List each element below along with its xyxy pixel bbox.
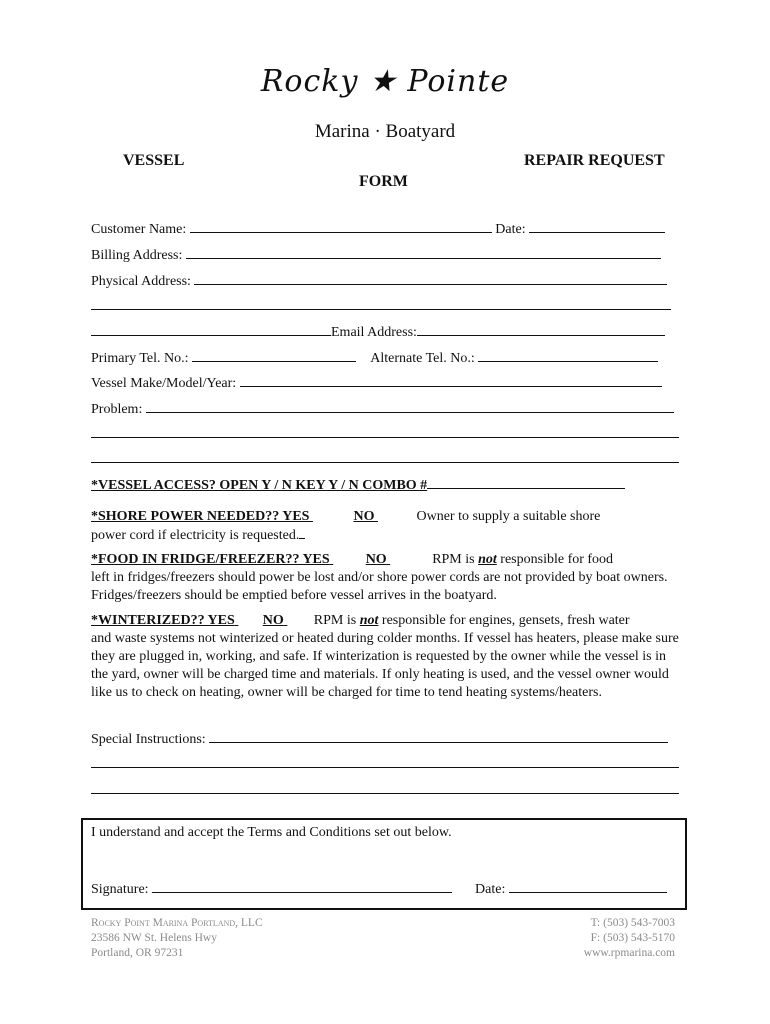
alternate-tel-field[interactable] <box>478 347 658 362</box>
footer-right <box>584 916 675 961</box>
phone-row <box>91 347 658 367</box>
shore-power-question: *SHORE POWER NEEDED?? YES <box>91 509 310 524</box>
winterized-note-before: RPM is <box>313 613 357 628</box>
billing-address-row <box>91 244 661 264</box>
food-note-rest: left in fridges/freezers should power be lost and/or shore power cords are not provided by boat owners. Fridges/freezers should be emptied before vessel arrives in the boatyard. <box>91 570 668 603</box>
billing-address-label: Billing Address: <box>91 248 183 263</box>
shore-power-yes-blank[interactable] <box>309 508 353 526</box>
problem-label: Problem: <box>91 402 143 417</box>
winterized-block <box>91 612 681 702</box>
title-bottom: FORM <box>359 173 408 190</box>
primary-tel-field[interactable] <box>192 347 356 362</box>
problem-line-3[interactable] <box>91 462 679 463</box>
problem-line-2[interactable] <box>91 437 679 438</box>
logo-subtitle: Marina · Boatyard <box>314 121 456 142</box>
date-field[interactable] <box>529 218 665 233</box>
title-left: VESSEL <box>123 152 185 169</box>
footer-phone: T: (503) 543-7003 <box>590 917 675 929</box>
combo-field[interactable] <box>427 474 625 489</box>
email-row <box>91 321 665 341</box>
email-field[interactable] <box>417 321 665 336</box>
customer-name-row <box>91 218 665 238</box>
shore-power-note-first: Owner to supply a suitable shore <box>416 509 601 524</box>
special-instructions-field[interactable] <box>209 728 668 743</box>
alternate-tel-label: Alternate Tel. No.: <box>370 351 475 366</box>
winterized-question: *WINTERIZED?? YES <box>91 613 235 628</box>
winterized-note-rest: and waste systems not winterized or heated during colder months. If vessel has heaters, please make sure they are plugged in, working, and safe. If winterization is requested by the owner while the vessel is in the yard, owner will be charged time and materials. If only heating is used, and the vessel owner would like us to check on heating, owner will be charged for time to tend heating systems/heaters. <box>91 631 679 700</box>
vessel-make-row <box>91 372 662 392</box>
winterized-no-blank[interactable] <box>284 612 314 630</box>
food-yes-blank[interactable] <box>330 551 366 569</box>
shore-power-no-blank[interactable] <box>374 508 416 526</box>
vessel-make-field[interactable] <box>240 372 662 387</box>
food-question: *FOOD IN FRIDGE/FREEZER?? YES <box>91 552 330 567</box>
shore-power-trailing-blank <box>299 526 305 539</box>
vessel-make-label: Vessel Make/Model/Year: <box>91 376 237 391</box>
footer-city: Portland, OR 97231 <box>91 947 184 959</box>
signature-row <box>91 878 667 898</box>
primary-tel-label: Primary Tel. No.: <box>91 351 189 366</box>
physical-address-row <box>91 270 667 290</box>
signature-date-label: Date: <box>475 882 506 897</box>
customer-name-label: Customer Name: <box>91 222 187 237</box>
food-no: NO <box>365 552 387 567</box>
email-label: Email Address: <box>331 325 417 340</box>
food-block <box>91 551 681 605</box>
logo-script-text: Rocky ★ Pointe <box>260 64 510 99</box>
date-label: Date: <box>495 222 526 237</box>
signature-date-field[interactable] <box>509 878 667 893</box>
shore-power-block <box>91 508 681 545</box>
footer-web: www.rpmarina.com <box>583 947 675 959</box>
winterized-yes-blank[interactable] <box>235 612 263 630</box>
customer-name-field[interactable] <box>190 218 492 233</box>
winterized-note-emphasis: not <box>359 613 379 628</box>
signature-label: Signature: <box>91 882 149 897</box>
food-no-blank[interactable] <box>387 551 425 569</box>
physical-address-line-2[interactable] <box>91 309 671 310</box>
food-note-before: RPM is <box>432 552 475 567</box>
footer-left <box>91 916 263 961</box>
special-instructions-line-2[interactable] <box>91 767 679 768</box>
physical-address-field[interactable] <box>194 270 667 285</box>
food-note-emphasis: not <box>478 552 497 567</box>
shore-power-note-rest: power cord if electricity is requested. <box>91 528 300 543</box>
problem-row <box>91 398 674 418</box>
special-instructions-line-3[interactable] <box>91 793 679 794</box>
footer-fax: F: (503) 543-5170 <box>590 932 675 944</box>
shore-power-no: NO <box>353 509 375 524</box>
billing-address-field[interactable] <box>186 244 661 259</box>
problem-field[interactable] <box>146 398 674 413</box>
winterized-note-first: responsible for engines, gensets, fresh water <box>381 613 630 628</box>
physical-address-label: Physical Address: <box>91 274 191 289</box>
title-right: REPAIR REQUEST <box>524 152 665 169</box>
special-instructions-label: Special Instructions: <box>91 732 206 747</box>
special-instructions-row <box>91 728 668 748</box>
signature-field[interactable] <box>152 878 452 893</box>
footer-street: 23586 NW St. Helens Hwy <box>91 932 217 944</box>
winterized-no: NO <box>262 613 284 628</box>
physical-address-field-3[interactable] <box>91 321 331 336</box>
terms-statement: I understand and accept the Terms and Conditions set out below. <box>91 825 452 840</box>
footer-company: Rocky Point Marina Portland, LLC <box>91 917 263 929</box>
vessel-access-text: *VESSEL ACCESS? OPEN Y / N KEY Y / N COMBO # <box>91 478 428 493</box>
food-note-first: responsible for food <box>500 552 614 567</box>
vessel-access-row <box>91 474 625 494</box>
